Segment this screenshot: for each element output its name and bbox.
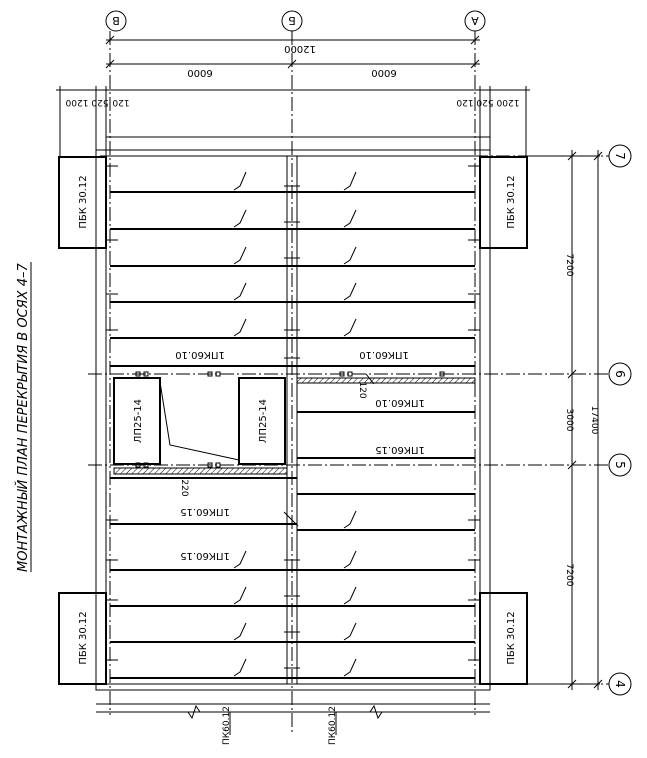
svg-text:ПБК 30.12: ПБК 30.12 xyxy=(506,611,517,665)
upper-bay-anchors xyxy=(234,172,356,336)
drawing-title: МОНТАЖНЫЙ ПЛАН ПЕРЕКРЫТИЯ В ОСЯХ 4–7 xyxy=(16,263,31,572)
svg-text:520: 520 xyxy=(476,97,494,107)
axis-bubble-6 xyxy=(609,363,631,385)
svg-text:ЛП25-14: ЛП25-14 xyxy=(258,398,269,444)
svg-text:4: 4 xyxy=(613,680,627,688)
wall-ties xyxy=(106,166,480,668)
balcony-slab-top-left xyxy=(59,157,106,248)
axis-bubble-a xyxy=(465,11,485,31)
landing-slab-right xyxy=(239,378,285,464)
svg-text:6: 6 xyxy=(613,370,627,378)
svg-text:Б: Б xyxy=(288,14,296,27)
axis-bubble-b xyxy=(282,11,302,31)
svg-text:520: 520 xyxy=(91,97,109,107)
svg-text:1200: 1200 xyxy=(65,97,89,107)
svg-text:120: 120 xyxy=(456,97,474,107)
landing-slab-left xyxy=(114,378,160,464)
slab-label-right-upper: 1ПК60.10 xyxy=(359,349,409,360)
dimension-offset-220: 220 xyxy=(179,479,189,497)
slab-label-left-lower-1: 1ПК60.15 xyxy=(180,506,230,517)
svg-text:17400: 17400 xyxy=(589,405,599,435)
balcony-slab-bottom-left xyxy=(59,593,106,684)
svg-text:ПБК 30.12: ПБК 30.12 xyxy=(506,175,517,229)
svg-text:120: 120 xyxy=(112,97,130,107)
balcony-slab-top-right xyxy=(480,157,527,248)
dimension-right-bays xyxy=(564,150,576,690)
axis-bubble-7 xyxy=(609,145,631,167)
svg-text:ЛП25-14: ЛП25-14 xyxy=(133,398,144,444)
svg-text:1200: 1200 xyxy=(496,97,520,107)
axis-bubble-4 xyxy=(609,673,631,695)
svg-text:ПБК 30.12: ПБК 30.12 xyxy=(78,175,89,229)
axis-bubble-5 xyxy=(609,454,631,476)
balcony-slab-bottom-right xyxy=(480,593,527,684)
svg-text:12000: 12000 xyxy=(284,43,316,54)
slab-label-right-mid-1: 1ПК60.10 xyxy=(375,397,425,408)
bottom-leader-right xyxy=(328,706,410,745)
wall-outline-inner xyxy=(106,156,480,684)
slab-label-left-lower-2: 1ПК60.15 xyxy=(180,550,230,561)
svg-text:ПК60.12: ПК60.12 xyxy=(222,706,232,745)
lower-bay-anchors xyxy=(234,511,356,676)
slab-label-left-upper: 1ПК60.10 xyxy=(175,349,225,360)
svg-text:А: А xyxy=(471,14,479,27)
dimension-top-edges xyxy=(56,86,530,156)
svg-text:ПК60.12: ПК60.12 xyxy=(328,706,338,745)
wall-outline-outer xyxy=(96,150,490,690)
svg-text:6000: 6000 xyxy=(187,67,213,78)
hatched-beam-lower xyxy=(114,468,287,474)
svg-text:7200: 7200 xyxy=(564,563,574,587)
svg-text:7200: 7200 xyxy=(564,253,574,277)
svg-text:6000: 6000 xyxy=(371,67,397,78)
svg-text:7: 7 xyxy=(613,152,627,160)
svg-text:ПБК 30.12: ПБК 30.12 xyxy=(78,611,89,665)
svg-text:3000: 3000 xyxy=(564,408,574,432)
axis-bubble-v xyxy=(106,11,126,31)
svg-text:В: В xyxy=(112,14,120,27)
dimension-offset-120: 120 xyxy=(357,381,367,399)
svg-text:5: 5 xyxy=(613,461,627,469)
stair-flight-line xyxy=(160,382,239,460)
slab-label-right-mid-2: 1ПК60.15 xyxy=(375,444,425,455)
dimension-top-spans xyxy=(106,60,480,78)
hatched-beam-upper xyxy=(297,378,475,383)
dimension-right-total xyxy=(589,150,602,690)
dimension-top-total xyxy=(106,36,480,54)
